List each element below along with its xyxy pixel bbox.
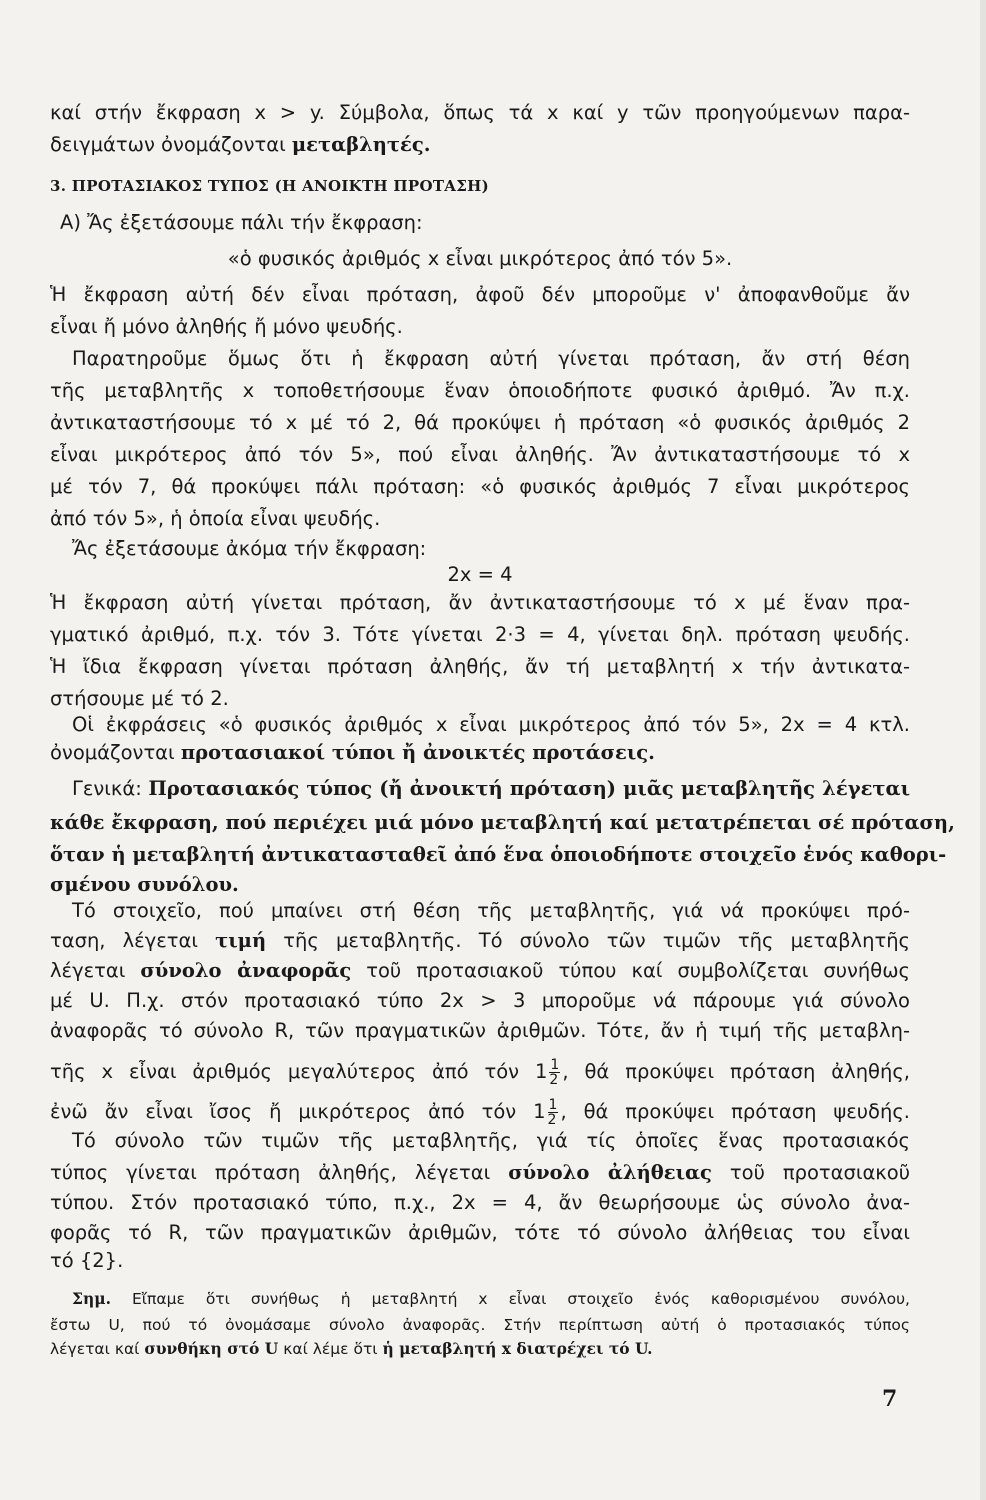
text-line: εἶναι ἤ μόνο ἀληθής ἤ μόνο ψευδής. (50, 315, 403, 338)
text-line: μέ τόν 7, θά προκύψει πάλι πρόταση: «ὁ φυσικός ἀριθμός 7 εἶναι μικρότερος (50, 475, 910, 498)
text-line: φορᾶς τό R, τῶν πραγματικῶν ἀριθμῶν, τότε τό σύνολο ἀλήθειας του εἶναι (50, 1221, 910, 1244)
definition-line: Γενικά: Προτασιακός τύπος (ἤ ἀνοικτή πρόταση) μιᾶς μεταβλητῆς λέγεται (72, 777, 910, 800)
term-value: τιμή (215, 929, 267, 952)
text-line: Α) Ἄς ἐξετάσουμε πάλι τήν ἔκφραση: (60, 211, 423, 234)
footnote-line: ἔστω U, πού τό ὀνομάσαμε σύνολο ἀναφορᾶς. Στήν περίπτωση αὐτή ὁ προτασιακός τύπος (50, 1316, 910, 1334)
page-number: 7 (882, 1386, 898, 1412)
text-line: εἶναι μικρότερος ἀπό τόν 5», πού εἶναι ἀληθής. Ἄν ἀντικαταστήσουμε τό x (50, 443, 910, 466)
text-line: τῆς μεταβλητῆς x τοποθετήσουμε ἕναν ὁποιοδήποτε φυσικό ἀριθμό. Ἄν π.χ. (50, 379, 910, 402)
text-line: Ἡ ἔκφραση αὐτή γίνεται πρόταση, ἄν ἀντικαταστήσουμε τό x μέ ἕναν πρα- (50, 591, 910, 614)
definition-line: κάθε ἔκφραση, πού περιέχει μιά μόνο μεταβλητή καί μετατρέπεται σέ πρόταση, (50, 811, 955, 834)
term-reference-set: σύνολο ἀναφορᾶς (140, 959, 352, 982)
definition-line: σμένου συνόλου. (50, 873, 239, 896)
text-line: ὀνομάζονται προτασιακοί τύποι ἤ ἀνοικτές προτάσεις. (50, 741, 655, 764)
text-line: τύπου. Στόν προτασιακό τύπο, π.χ., 2x = 4, ἄν θεωρήσουμε ὡς σύνολο ἀνα- (50, 1191, 910, 1214)
term-truth-set: σύνολο ἀλήθειας (508, 1161, 712, 1184)
text-line: λέγεται σύνολο ἀναφορᾶς τοῦ προτασιακοῦ τύπου καί συμβολίζεται συνήθως (50, 959, 910, 982)
equation: 2x = 4 (447, 563, 513, 586)
text-line: Τό στοιχεῖο, πού μπαίνει στή θέση τῆς μεταβλητῆς, γιά νά προκύψει πρό- (72, 899, 910, 922)
text-line: καί στήν ἔκφραση x > y. Σύμβολα, ὅπως τά x καί y τῶν προηγούμενων παρα- (50, 101, 910, 124)
footnote-label: Σημ. (72, 1289, 111, 1308)
text-line: στήσουμε μέ τό 2. (50, 687, 229, 710)
text-line: ἀντικαταστήσουμε τό x μέ τό 2, θά προκύψει ἡ πρόταση «ὁ φυσικός ἀριθμός 2 (50, 411, 910, 434)
text-line: Ἡ ἴδια ἔκφραση γίνεται πρόταση ἀληθής, ἄν τή μεταβλητή x τήν ἀντικατα- (50, 655, 910, 678)
text-line: τό {2}. (50, 1249, 124, 1272)
section-heading: 3. ΠΡΟΤΑΣΙΑΚΟΣ ΤΥΠΟΣ (Η ΑΝΟΙΚΤΗ ΠΡΟΤΑΣΗ) (50, 177, 490, 195)
fraction-one-half: $\frac{1}{2}$ (549, 1057, 560, 1088)
text-line: μέ U. Π.χ. στόν προτασιακό τύπο 2x > 3 μποροῦμε νά πάρουμε γιά σύνολο (50, 989, 910, 1012)
footnote-line: Σημ. Εἴπαμε ὅτι συνήθως ἡ μεταβλητή x εἶναι στοιχεῖο ἑνός καθορισμένου συνόλου, (72, 1289, 910, 1308)
text-line: Τό σύνολο τῶν τιμῶν τῆς μεταβλητῆς, γιά τίς ὁποῖες ἕνας προτασιακός (72, 1129, 910, 1152)
text-line: Ἄς ἐξετάσουμε ἀκόμα τήν ἔκφραση: (72, 537, 427, 560)
text-line: Παρατηροῦμε ὅμως ὅτι ἡ ἔκφραση αὐτή γίνεται πρόταση, ἄν στή θέση (72, 347, 910, 370)
text-line: γματικό ἀριθμό, π.χ. τόν 3. Τότε γίνεται 2·3 = 4, γίνεται δηλ. πρόταση ψευδής. (50, 623, 910, 646)
term-variables: μεταβλητές. (291, 133, 431, 156)
fraction-one-half: $\frac{1}{2}$ (547, 1097, 558, 1128)
text-line: ταση, λέγεται τιμή τῆς μεταβλητῆς. Τό σύνολο τῶν τιμῶν τῆς μεταβλητῆς (50, 929, 911, 952)
text-line: Οἱ ἐκφράσεις «ὁ φυσικός ἀριθμός x εἶναι μικρότερος ἀπό τόν 5», 2x = 4 κτλ. (72, 713, 910, 736)
text-line: ἀπό τόν 5», ἡ ὁποία εἶναι ψευδής. (50, 507, 381, 530)
text-line: ἐνῶ ἄν εἶναι ἴσος ἤ μικρότερος ἀπό τόν 1 $\frac{1}{2}$ , θά προκύψει πρόταση ψευδής. (50, 1097, 910, 1128)
text-line: ἀναφορᾶς τό σύνολο R, τῶν πραγματικῶν ἀριθμῶν. Τότε, ἄν ἡ τιμή τῆς μεταβλη- (50, 1019, 910, 1042)
footnote-line: λέγεται καί συνθήκη στό U καί λέμε ὅτι ἡ μεταβλητή x διατρέχει τό U. (50, 1339, 653, 1358)
quoted-expression: «ὁ φυσικός ἀριθμός x εἶναι μικρότερος ἀπό τόν 5». (227, 247, 733, 270)
text-line: τύπος γίνεται πρόταση ἀληθής, λέγεται σύνολο ἀλήθειας τοῦ προτασιακοῦ (50, 1161, 911, 1184)
term-open-propositions: προτασιακοί τύποι ἤ ἀνοικτές προτάσεις. (180, 741, 655, 764)
text-line: τῆς x εἶναι ἀριθμός μεγαλύτερος ἀπό τόν 1 $\frac{1}{2}$ , θά προκύψει πρόταση ἀληθής, (50, 1057, 910, 1088)
text-line: Ἡ ἔκφραση αὐτή δέν εἶναι πρόταση, ἀφοῦ δέν μποροῦμε ν' ἀποφανθοῦμε ἄν (50, 283, 910, 306)
text-line: δειγμάτων ὀνομάζονται μεταβλητές. (50, 133, 431, 156)
document-page (50, 0, 955, 1500)
definition-line: ὅταν ἡ μεταβλητή ἀντικατασταθεῖ ἀπό ἕνα ὁποιοδήποτε στοιχεῖο ἑνός καθορι- (50, 843, 947, 866)
page-edge (980, 0, 986, 1500)
